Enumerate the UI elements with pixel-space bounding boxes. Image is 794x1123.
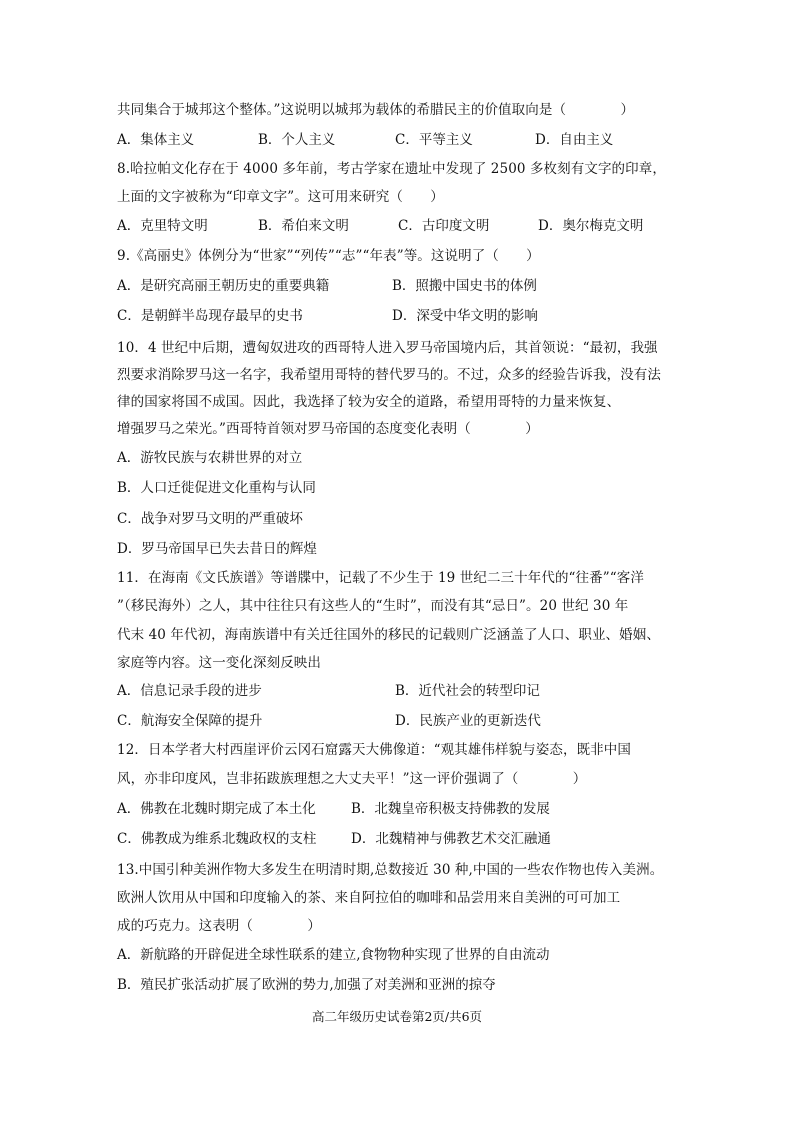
- q8-option-c: C．古印度文明: [398, 218, 490, 234]
- q7-stem-line: 共同集合于城邦这个整体。”这说明以城邦为载体的希腊民主的价值取向是（ ）: [117, 102, 635, 118]
- q12-stem-line: 风，亦非印度风，岂非拓跋族理想之大丈夫平！”这一评价强调了（ ）: [117, 771, 587, 787]
- q12-stem-line: 12．日本学者大村西崖评价云冈石窟露天大佛像道：“观其雄伟样貌与姿态，既非中国: [117, 742, 631, 758]
- q10-stem-line: 律的国家将国不成国。因此，我选择了较为安全的道路，希望用哥特的力量来恢复、: [117, 394, 621, 410]
- q13-stem-line: 成的巧克力。这表明（ ）: [117, 918, 321, 934]
- q8-stem-line: 上面的文字被称为“印章文字”。这可用来研究（ ）: [117, 189, 444, 205]
- page-footer: 高二年级历史试卷第2页/共6页: [311, 1009, 483, 1024]
- q11-stem-line: 代末 40 年代初，海南族谱中有关迁往国外的移民的记载则广泛涵盖了人口、职业、婚姻、: [117, 627, 660, 643]
- q11-stem-line: 家庭等内容。这一变化深刻反映出: [117, 655, 321, 671]
- q12-option-c: C．佛教成为维系北魏政权的支柱: [117, 831, 317, 847]
- q10-stem-line: 烈要求消除罗马这一名字，我希望用哥特的替代罗马的。不过，众多的经验告诉我，没有法: [117, 367, 661, 383]
- q10-stem-line: 10．4 世纪中后期，遭匈奴进攻的西哥特人进入罗马帝国境内后，其首领说：“最初，我强: [117, 340, 658, 356]
- q10-option-d: D．罗马帝国早已失去昔日的辉煌: [117, 541, 317, 557]
- q11-option-c: C．航海安全保障的提升: [117, 713, 263, 729]
- q12-option-a: A．佛教在北魏时期完成了本土化: [117, 801, 316, 817]
- q12-option-d: D．北魏精神与佛教艺术交汇融通: [351, 831, 551, 847]
- q10-option-c: C．战争对罗马文明的严重破坏: [117, 511, 303, 527]
- q11-option-d: D．民族产业的更新迭代: [395, 713, 541, 729]
- q8-stem-line: 8.哈拉帕文化存在于 4000 多年前，考古学家在遗址中发现了 2500 多枚刻有文字的印章，: [117, 161, 666, 177]
- q9-option-d: D．深受中华文明的影响: [392, 308, 538, 324]
- q7-option-d: D．自由主义: [535, 132, 614, 148]
- q10-option-b: B．人口迁徙促进文化重构与认同: [117, 480, 316, 496]
- q13-option-b: B．殖民扩张活动扩展了欧洲的势力,加强了对美洲和亚洲的掠夺: [117, 977, 496, 993]
- q13-stem-line: 13.中国引种美洲作物大多发生在明清时期,总数接近 30 种,中国的一些农作物也传入美洲。: [117, 862, 664, 878]
- q10-stem-line: 增强罗马之荣光。”西哥特首领对罗马帝国的态度变化表明（ ）: [117, 421, 539, 437]
- q11-option-a: A．信息记录手段的进步: [117, 683, 262, 699]
- q11-stem-line: ”（移民海外）之人，其中往往只有这些人的“生时”，而没有其“忌日”。20 世纪 30 年: [117, 598, 629, 614]
- q13-option-a: A．新航路的开辟促进全球性联系的建立,食物物种实现了世界的自由流动: [117, 947, 550, 963]
- q9-stem-line: 9.《高丽史》体例分为“世家”“列传”“志”“年表”等。这说明了（ ）: [117, 248, 540, 264]
- q8-option-d: D．奥尔梅克文明: [538, 218, 644, 234]
- q7-option-c: C．平等主义: [395, 132, 473, 148]
- q8-option-a: A．克里特文明: [117, 218, 208, 234]
- q7-option-a: A．集体主义: [117, 132, 195, 148]
- q10-option-a: A．游牧民族与农耕世界的对立: [117, 450, 303, 466]
- q9-option-c: C．是朝鲜半岛现存最早的史书: [117, 308, 303, 324]
- q7-option-b: B．个人主义: [258, 132, 336, 148]
- q8-option-b: B．希伯来文明: [258, 218, 349, 234]
- q9-option-a: A．是研究高丽王朝历史的重要典籍: [117, 278, 330, 294]
- q11-option-b: B．近代社会的转型印记: [395, 683, 540, 699]
- q11-stem-line: 11．在海南《文氏族谱》等谱牒中，记载了不少生于 19 世纪二三十年代的“往番”“客洋: [117, 570, 644, 586]
- q12-option-b: B．北魏皇帝积极支持佛教的发展: [351, 801, 550, 817]
- q13-stem-line: 欧洲人饮用从中国和印度输入的茶、来自阿拉伯的咖啡和品尝用来自美洲的可可加工: [117, 890, 621, 906]
- q9-option-b: B．照搬中国史书的体例: [392, 278, 537, 294]
